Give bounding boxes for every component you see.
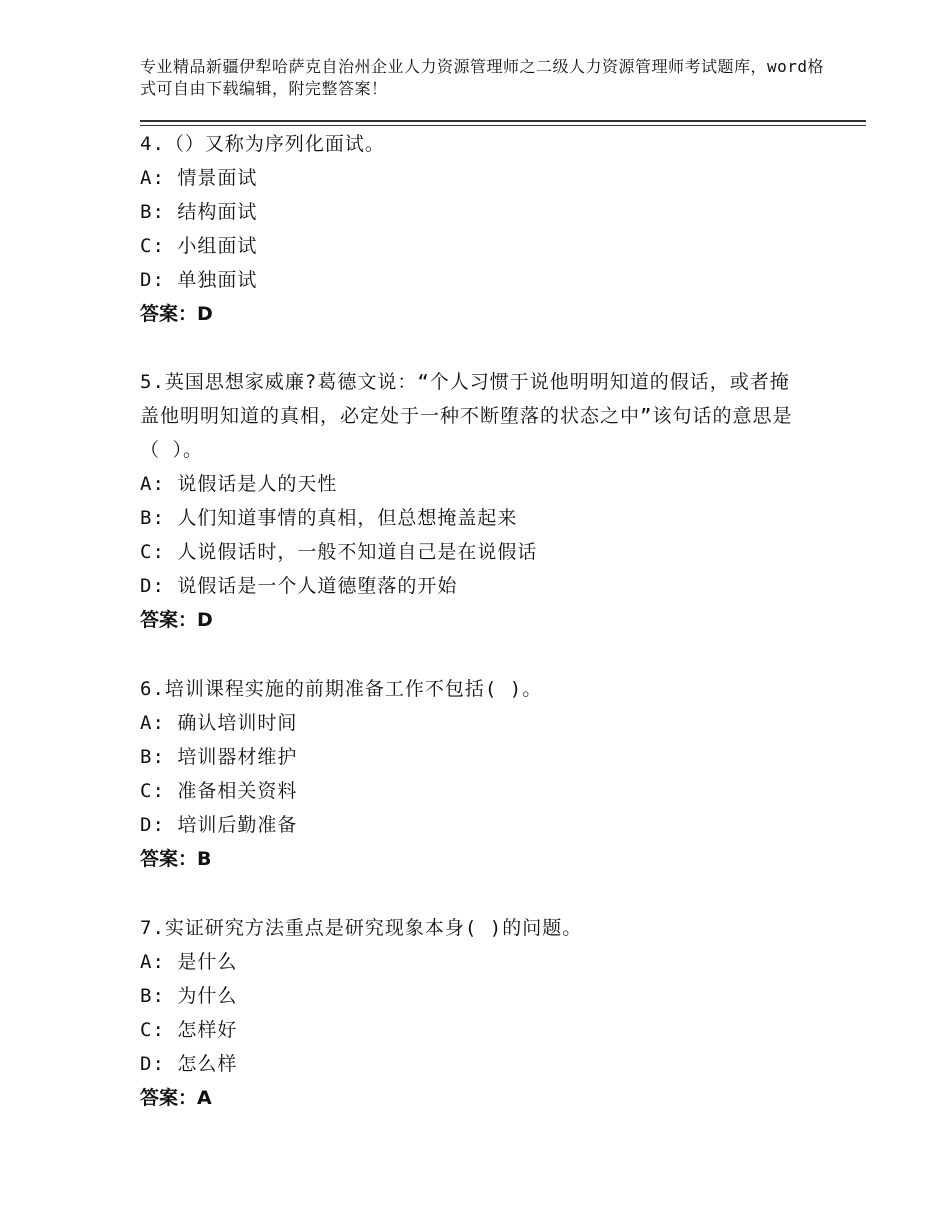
answer-label: 答案：B (140, 848, 212, 870)
question-6 (140, 672, 820, 876)
option-d: D: 培训后勤准备 (140, 814, 298, 836)
option-d: D: 说假话是一个人道德堕落的开始 (140, 575, 458, 597)
question-4 (140, 127, 820, 331)
option-d: D: 怎么样 (140, 1053, 238, 1075)
option-c: C: 怎样好 (140, 1019, 238, 1041)
answer-label: 答案：D (140, 609, 213, 631)
option-b: B: 培训器材维护 (140, 746, 298, 768)
answer-label: 答案：D (140, 303, 213, 325)
page-header: 专业精品新疆伊犁哈萨克自治州企业人力资源管理师之二级人力资源管理师考试题库，word格式可自由下载编辑，附完整答案！ (140, 57, 825, 98)
option-c: C: 小组面试 (140, 235, 258, 257)
option-d: D: 单独面试 (140, 269, 258, 291)
question-stem: 7.实证研究方法重点是研究现象本身( )的问题。 (140, 917, 583, 939)
question-stem: 5.英国思想家威廉?葛德文说：“个人习惯于说他明明知道的假话，或者掩盖他明明知道的真相，必定处于一种不断堕落的状态之中”该句话的意思是（ ）。 (140, 371, 793, 461)
option-b: B: 为什么 (140, 985, 238, 1007)
question-7 (140, 911, 820, 1115)
question-stem: 4.（）又称为序列化面试。 (140, 133, 385, 155)
option-a: A: 说假话是人的天性 (140, 473, 338, 495)
option-a: A: 是什么 (140, 951, 238, 973)
question-5 (140, 365, 808, 637)
option-a: A: 确认培训时间 (140, 712, 298, 734)
option-b: B: 结构面试 (140, 201, 258, 223)
option-c: C: 准备相关资料 (140, 780, 298, 802)
header-rule-thin (140, 125, 866, 126)
answer-label: 答案：A (140, 1087, 212, 1109)
option-a: A: 情景面试 (140, 167, 258, 189)
question-stem: 6.培训课程实施的前期准备工作不包括( )。 (140, 678, 543, 700)
header-rule-thick (140, 120, 866, 122)
option-c: C: 人说假话时，一般不知道自己是在说假话 (140, 541, 538, 563)
option-b: B: 人们知道事情的真相，但总想掩盖起来 (140, 507, 518, 529)
